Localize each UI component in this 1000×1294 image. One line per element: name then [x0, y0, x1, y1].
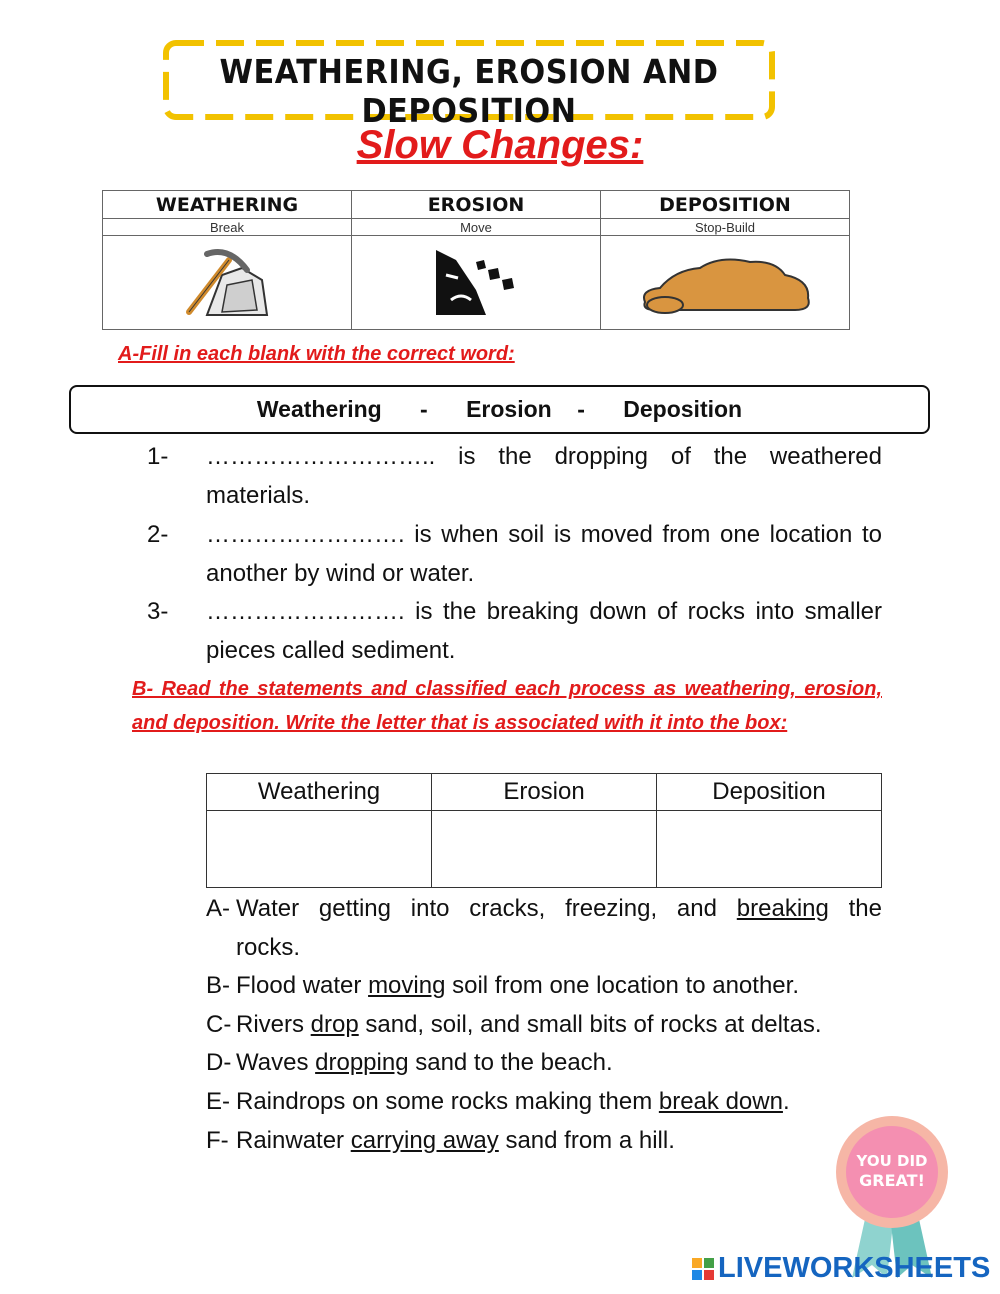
statement-e: E- Raindrops on some rocks making them break down. [206, 1088, 790, 1115]
header-erosion: EROSION [352, 191, 601, 219]
answer-box-weathering[interactable] [207, 811, 432, 888]
worksheet-title: WEATHERING, EROSION AND DEPOSITION [219, 52, 719, 130]
badge-line1: YOU DID [856, 1152, 928, 1170]
statement-a: A- Water getting into cracks, freezing, and breaking the rocks. [206, 895, 883, 961]
word-separator: - [420, 396, 428, 422]
statement-f: F- Rainwater carrying away sand from a hill. [206, 1127, 675, 1154]
question-3[interactable]: ……………………. is the breaking down of rocks into smaller pieces called sediment. [206, 598, 882, 664]
deposition-pile-cell [601, 235, 850, 329]
header-deposition: DEPOSITION [601, 191, 850, 219]
word-erosion: Erosion [466, 396, 552, 422]
page-subtitle: Slow Changes: [356, 123, 644, 167]
word-deposition: Deposition [623, 396, 743, 422]
statement-c: C- Rivers drop sand, soil, and small bits of rocks at deltas. [206, 1011, 822, 1038]
col-weathering: Weathering [207, 774, 432, 811]
logo-text: LIVEWORKSHEETS [718, 1252, 991, 1284]
falling-rocks-icon [416, 240, 536, 320]
classification-table [206, 773, 882, 888]
sediment-pile-icon [630, 240, 820, 320]
word-bank [69, 385, 930, 434]
sub-move: Move [352, 219, 601, 235]
statement-d: D- Waves dropping sand to the beach. [206, 1049, 613, 1076]
question-number: 2- [147, 521, 169, 548]
answer-box-deposition[interactable] [657, 811, 882, 888]
pickaxe-rock-icon [167, 240, 287, 320]
word-weathering: Weathering [256, 396, 382, 422]
question-number: 3- [147, 598, 169, 625]
word-separator: - [577, 396, 585, 422]
erosion-rock-cell [352, 235, 601, 329]
badge-line2: GREAT! [859, 1171, 925, 1190]
pickaxe-rock-cell [103, 235, 352, 329]
question-2[interactable]: ……………………. is when soil is moved from one location to another by wind or water. [206, 521, 882, 587]
header-weathering: WEATHERING [103, 191, 352, 219]
answer-box-erosion[interactable] [432, 811, 657, 888]
process-reference-table [102, 190, 850, 330]
question-1[interactable]: ……………………….. is the dropping of the weathered materials. [206, 443, 882, 509]
question-number: 1- [147, 443, 169, 470]
col-deposition: Deposition [657, 774, 882, 811]
liveworksheets-logo[interactable] [692, 1252, 990, 1285]
col-erosion: Erosion [432, 774, 657, 811]
sub-break: Break [103, 219, 352, 235]
section-a-instruction: A-Fill in each blank with the correct word: [118, 343, 515, 365]
sub-stop-build: Stop-Build [601, 219, 850, 235]
section-b-instruction: B- Read the statements and classified each process as weathering, erosion, and deposition. Write the letter that is associated with it into the box: [132, 678, 882, 734]
statement-b: B- Flood water moving soil from one location to another. [206, 972, 799, 999]
liveworksheets-logo-icon [692, 1258, 714, 1280]
